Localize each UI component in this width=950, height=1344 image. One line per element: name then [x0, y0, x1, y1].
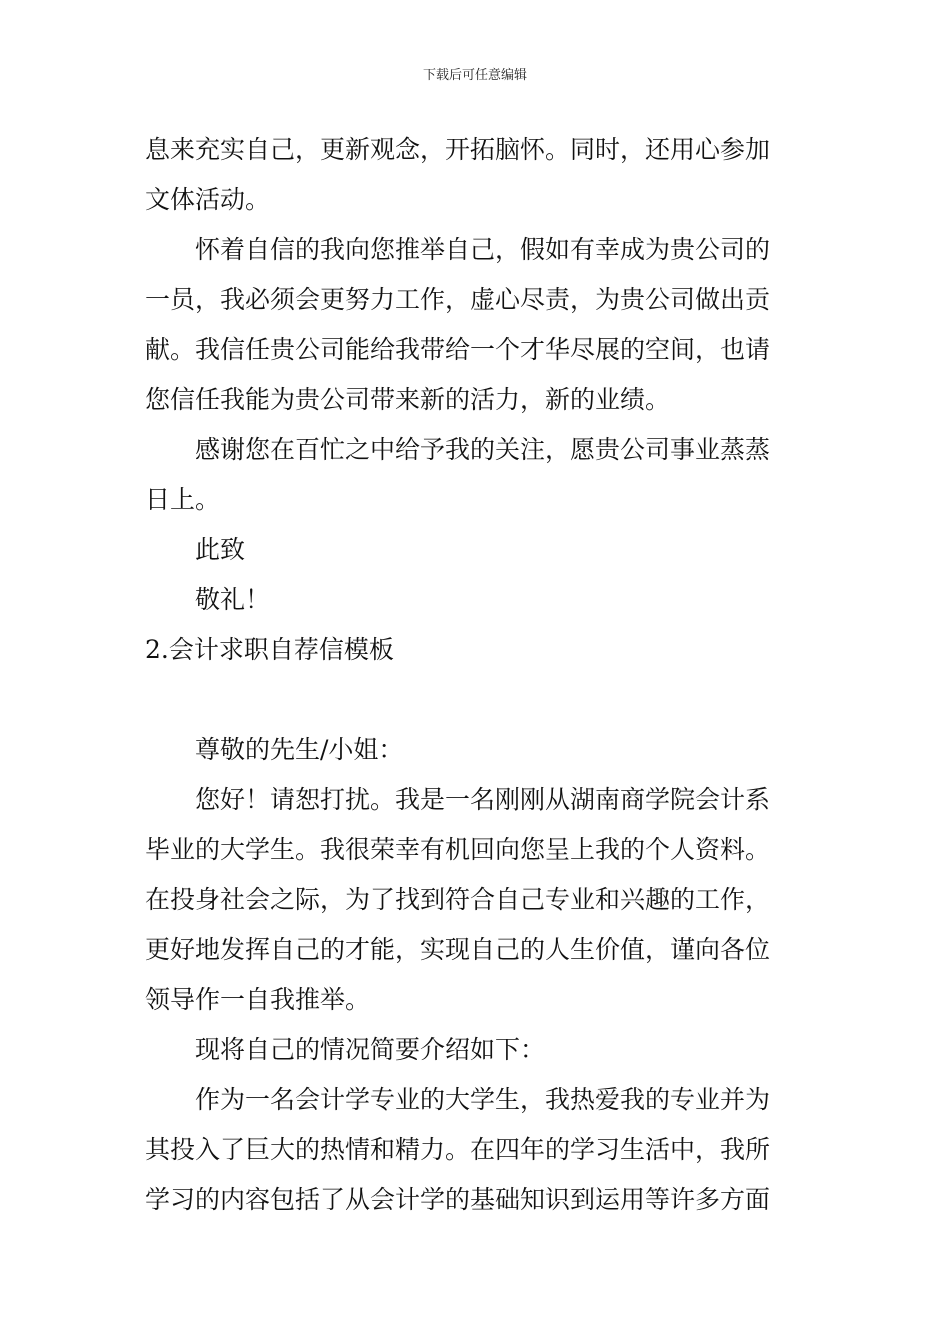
paragraph-start: 怀着自信的我向您推举自己，假如有幸成为贵公司的: [195, 235, 771, 264]
greeting: 尊敬的先生/小姐：: [195, 735, 404, 764]
text-line: 其投入了巨大的热情和精力。在四年的学习生活中，我所: [145, 1135, 771, 1164]
paragraph-start: 您好！请恕打扰。我是一名刚刚从湖南商学院会计系: [195, 785, 771, 814]
text-line: 更好地发挥自己的才能，实现自己的人生价值，谨向各位: [145, 935, 771, 964]
text-line: 日上。: [145, 485, 221, 514]
text-line: 文体活动。: [145, 185, 271, 214]
text-line: 领导作一自我推举。: [145, 985, 371, 1014]
page-header: 下载后可任意编辑: [422, 68, 527, 83]
text-line: 毕业的大学生。我很荣幸有机回向您呈上我的个人资料。: [145, 835, 771, 864]
text-line: 学习的内容包括了从会计学的基础知识到运用等许多方面: [145, 1185, 771, 1214]
text-line: 献。我信任贵公司能给我带给一个才华尽展的空间，也请: [145, 335, 771, 364]
text-line: 您信任我能为贵公司带来新的活力，新的业绩。: [145, 385, 671, 414]
paragraph-start: 感谢您在百忙之中给予我的关注，愿贵公司事业蒸蒸: [195, 435, 771, 464]
closing-regards: 敬礼！: [195, 585, 271, 614]
document-body: [145, 128, 810, 1228]
section-heading: 2.会计求职自荐信模板: [145, 635, 394, 664]
blank-line: [145, 678, 810, 728]
text-line: 在投身社会之际，为了找到符合自己专业和兴趣的工作，: [145, 885, 771, 914]
text-line: 息来充实自己，更新观念，开拓脑怀。同时，还用心参加: [145, 135, 771, 164]
paragraph-start: 现将自己的情况简要介绍如下：: [195, 1035, 546, 1064]
paragraph-start: 作为一名会计学专业的大学生，我热爱我的专业并为: [195, 1085, 771, 1114]
text-line: 一员，我必须会更努力工作，虚心尽责，为贵公司做出贡: [145, 285, 771, 314]
closing-salutation: 此致: [195, 535, 246, 564]
